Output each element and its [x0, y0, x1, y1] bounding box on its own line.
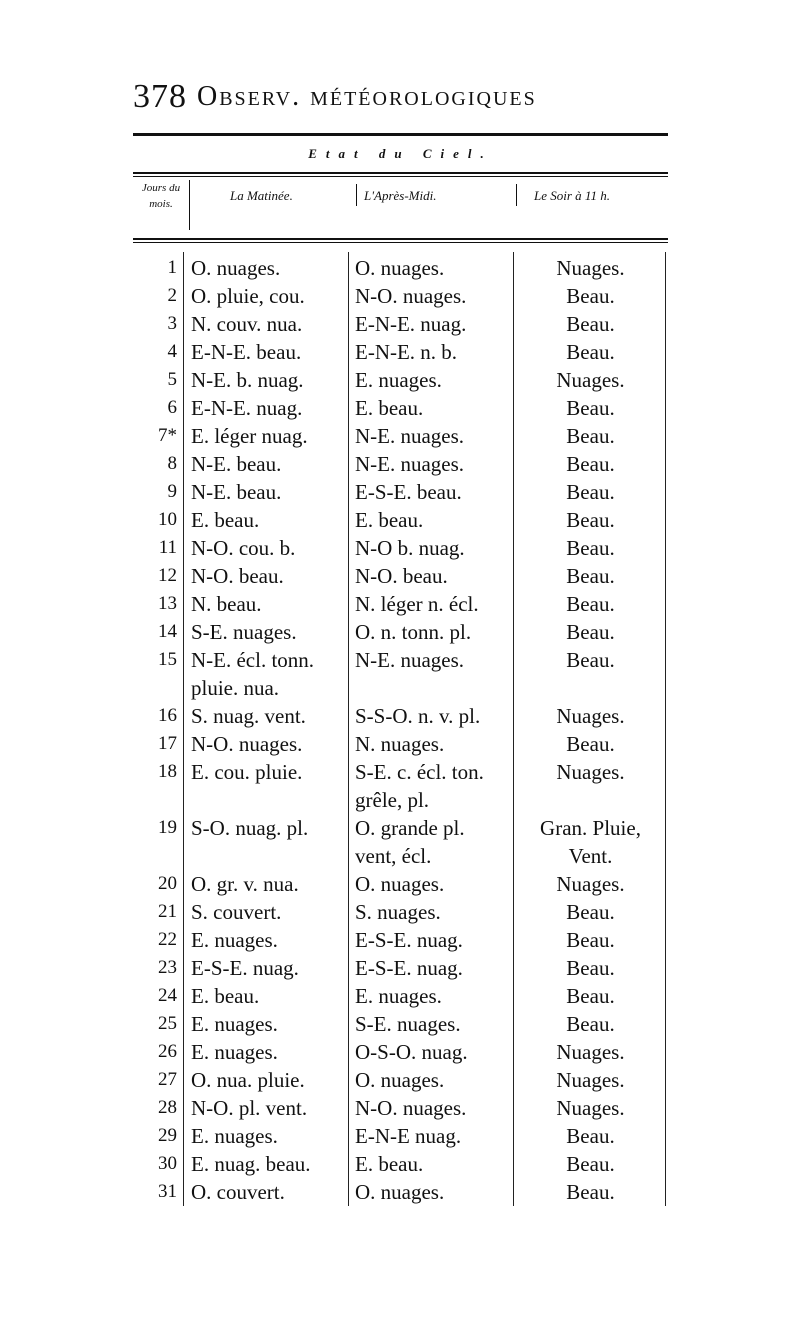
day-cell: 14: [158, 621, 177, 642]
day-cell: 25: [158, 1013, 177, 1034]
day-cell: 19: [158, 817, 177, 838]
column-header-midi: L'Après-Midi.: [364, 188, 437, 203]
afternoon-cell: E-N-E. n. b.: [355, 340, 458, 364]
morning-cell: E-S-E. nuag.: [191, 956, 299, 980]
day-cell: 13: [158, 593, 177, 614]
evening-cell: Beau.: [566, 424, 615, 448]
day-cell: 23: [158, 957, 177, 978]
day-cell: 20: [158, 873, 177, 894]
table-row: [133, 982, 668, 1010]
table-row: [133, 1150, 668, 1178]
table-row: [133, 926, 668, 954]
day-cell: 29: [158, 1125, 177, 1146]
evening-cell: Vent.: [568, 844, 613, 868]
table-row: [133, 338, 668, 366]
afternoon-cell: vent, écl.: [355, 844, 432, 868]
morning-cell: E. beau.: [191, 984, 260, 1008]
afternoon-cell: S. nuages.: [355, 900, 441, 924]
morning-cell: S. nuag. vent.: [191, 704, 306, 728]
morning-cell: N-E. beau.: [191, 452, 282, 476]
day-cell: 28: [158, 1097, 177, 1118]
afternoon-cell: N. léger n. écl.: [355, 592, 479, 616]
morning-cell: N-E. écl. tonn.: [191, 648, 315, 672]
section-title: Etat du Ciel.: [308, 146, 493, 161]
evening-cell: Beau.: [566, 396, 615, 420]
table-row: [133, 1094, 668, 1122]
morning-cell: E. nuages.: [191, 1040, 278, 1064]
morning-cell: N-O. nuages.: [191, 732, 303, 756]
afternoon-cell: N-O. nuages.: [355, 1096, 467, 1120]
morning-cell: N-E. b. nuag.: [191, 368, 304, 392]
morning-cell: O. couvert.: [191, 1180, 285, 1204]
column-header-day: Jours du mois.: [141, 182, 181, 210]
evening-cell: Beau.: [566, 508, 615, 532]
morning-cell: O. gr. v. nua.: [191, 872, 299, 896]
day-cell: 26: [158, 1041, 177, 1062]
day-cell: 24: [158, 985, 177, 1006]
table-row: [133, 366, 668, 394]
evening-cell: Beau.: [566, 312, 615, 336]
table-row: [133, 590, 668, 618]
afternoon-cell: S-E. c. écl. ton.: [355, 760, 484, 784]
table-row: [133, 310, 668, 338]
morning-cell: E-N-E. beau.: [191, 340, 302, 364]
table-row: [133, 562, 668, 590]
morning-cell: S-E. nuages.: [191, 620, 297, 644]
day-cell: 7*: [158, 425, 177, 446]
morning-cell: N. beau.: [191, 592, 262, 616]
morning-cell: S-O. nuag. pl.: [191, 816, 309, 840]
day-cell: 15: [158, 649, 177, 670]
table-row: [133, 898, 668, 926]
afternoon-cell: N-E. nuages.: [355, 452, 465, 476]
day-cell: 30: [158, 1153, 177, 1174]
table-row: [133, 1066, 668, 1094]
table-row: [133, 702, 668, 730]
day-cell: 3: [167, 313, 177, 334]
evening-cell: Beau.: [566, 452, 615, 476]
table-row: [133, 1038, 668, 1066]
afternoon-cell: E. beau.: [355, 508, 424, 532]
evening-cell: Gran. Pluie,: [540, 816, 641, 840]
afternoon-cell: N-E. nuages.: [355, 424, 465, 448]
table-row: [133, 394, 668, 422]
afternoon-cell: O. grande pl.: [355, 816, 465, 840]
afternoon-cell: N-O. beau.: [355, 564, 448, 588]
evening-cell: Beau.: [566, 1152, 615, 1176]
day-cell: 17: [158, 733, 177, 754]
day-cell: 12: [158, 565, 177, 586]
afternoon-cell: grêle, pl.: [355, 788, 430, 812]
table-row: [133, 758, 668, 786]
evening-cell: Beau.: [566, 536, 615, 560]
table-row: [133, 254, 668, 282]
morning-cell: N. couv. nua.: [191, 312, 303, 336]
evening-cell: Beau.: [566, 984, 615, 1008]
table-row: [133, 646, 668, 674]
morning-cell: N-O. beau.: [191, 564, 284, 588]
morning-cell: N-O. pl. vent.: [191, 1096, 308, 1120]
day-cell: 21: [158, 901, 177, 922]
table-row: [133, 450, 668, 478]
morning-cell: N-O. cou. b.: [191, 536, 296, 560]
day-cell: 8: [167, 453, 177, 474]
header-divider: [189, 180, 190, 230]
afternoon-cell: N-E. nuages.: [355, 648, 465, 672]
evening-cell: Nuages.: [556, 1096, 625, 1120]
day-cell: 16: [158, 705, 177, 726]
afternoon-cell: E. beau.: [355, 1152, 424, 1176]
afternoon-cell: N. nuages.: [355, 732, 445, 756]
header-divider: [356, 184, 357, 206]
day-cell: 18: [158, 761, 177, 782]
header-rule: [133, 133, 668, 136]
morning-cell: E. nuages.: [191, 1124, 278, 1148]
evening-cell: Beau.: [566, 648, 615, 672]
evening-cell: Beau.: [566, 1180, 615, 1204]
day-cell: 11: [158, 537, 177, 558]
morning-cell: S. couvert.: [191, 900, 282, 924]
afternoon-cell: O. nuages.: [355, 1068, 445, 1092]
evening-cell: Beau.: [566, 284, 615, 308]
evening-cell: Beau.: [566, 732, 615, 756]
morning-cell: E. beau.: [191, 508, 260, 532]
evening-cell: Beau.: [566, 900, 615, 924]
afternoon-cell: O. nuages.: [355, 872, 445, 896]
section-rule: [133, 172, 668, 177]
morning-cell: O. nuages.: [191, 256, 281, 280]
table-row: [133, 842, 668, 870]
evening-cell: Beau.: [566, 340, 615, 364]
page-header: [133, 78, 673, 118]
table-row: [133, 954, 668, 982]
running-title: Observ. météorologiques: [197, 81, 537, 112]
day-cell: 2: [167, 285, 177, 306]
day-cell: 22: [158, 929, 177, 950]
column-header-matin: La Matinée.: [230, 188, 293, 203]
evening-cell: Nuages.: [556, 368, 625, 392]
afternoon-cell: E-S-E. beau.: [355, 480, 462, 504]
column-header-rule: [133, 238, 668, 243]
table-row: [133, 1010, 668, 1038]
afternoon-cell: O-S-O. nuag.: [355, 1040, 468, 1064]
column-header-soir: Le Soir à 11 h.: [534, 188, 610, 203]
morning-cell: E. nuages.: [191, 928, 278, 952]
morning-cell: N-E. beau.: [191, 480, 282, 504]
afternoon-cell: E-S-E. nuag.: [355, 928, 463, 952]
morning-cell: pluie. nua.: [191, 676, 280, 700]
morning-cell: O. nua. pluie.: [191, 1068, 305, 1092]
afternoon-cell: S-E. nuages.: [355, 1012, 461, 1036]
afternoon-cell: E. beau.: [355, 396, 424, 420]
table-row: [133, 282, 668, 310]
table-row: [133, 478, 668, 506]
table-row: [133, 1178, 668, 1206]
evening-cell: Beau.: [566, 928, 615, 952]
table-row: [133, 618, 668, 646]
table-row: [133, 534, 668, 562]
table-row: [133, 674, 668, 702]
afternoon-cell: N-O b. nuag.: [355, 536, 465, 560]
morning-cell: E. nuag. beau.: [191, 1152, 311, 1176]
afternoon-cell: O. nuages.: [355, 1180, 445, 1204]
evening-cell: Beau.: [566, 1124, 615, 1148]
evening-cell: Nuages.: [556, 256, 625, 280]
morning-cell: E-N-E. nuag.: [191, 396, 303, 420]
table-row: [133, 506, 668, 534]
day-cell: 1: [167, 257, 177, 278]
table-row: [133, 422, 668, 450]
header-divider: [516, 184, 517, 206]
evening-cell: Beau.: [566, 956, 615, 980]
evening-cell: Beau.: [566, 480, 615, 504]
page-number: 378: [133, 78, 187, 115]
day-cell: 31: [158, 1181, 177, 1202]
table-row: [133, 1122, 668, 1150]
day-cell: 27: [158, 1069, 177, 1090]
afternoon-cell: S-S-O. n. v. pl.: [355, 704, 481, 728]
day-cell: 9: [167, 481, 177, 502]
evening-cell: Nuages.: [556, 1068, 625, 1092]
afternoon-cell: O. nuages.: [355, 256, 445, 280]
evening-cell: Nuages.: [556, 704, 625, 728]
evening-cell: Nuages.: [556, 1040, 625, 1064]
evening-cell: Nuages.: [556, 760, 625, 784]
afternoon-cell: E-S-E. nuag.: [355, 956, 463, 980]
afternoon-cell: N-O. nuages.: [355, 284, 467, 308]
table-row: [133, 814, 668, 842]
day-cell: 6: [167, 397, 177, 418]
morning-cell: E. léger nuag.: [191, 424, 308, 448]
evening-cell: Beau.: [566, 564, 615, 588]
afternoon-cell: E-N-E nuag.: [355, 1124, 462, 1148]
evening-cell: Beau.: [566, 1012, 615, 1036]
afternoon-cell: E. nuages.: [355, 368, 442, 392]
morning-cell: E. nuages.: [191, 1012, 278, 1036]
evening-cell: Nuages.: [556, 872, 625, 896]
table-row: [133, 730, 668, 758]
day-cell: 10: [158, 509, 177, 530]
day-cell: 5: [167, 369, 177, 390]
evening-cell: Beau.: [566, 592, 615, 616]
morning-cell: E. cou. pluie.: [191, 760, 303, 784]
day-cell: 4: [167, 341, 177, 362]
evening-cell: Beau.: [566, 620, 615, 644]
afternoon-cell: O. n. tonn. pl.: [355, 620, 472, 644]
morning-cell: O. pluie, cou.: [191, 284, 305, 308]
afternoon-cell: E-N-E. nuag.: [355, 312, 467, 336]
afternoon-cell: E. nuages.: [355, 984, 442, 1008]
table-row: [133, 786, 668, 814]
table-row: [133, 870, 668, 898]
weather-table: [133, 246, 668, 1206]
